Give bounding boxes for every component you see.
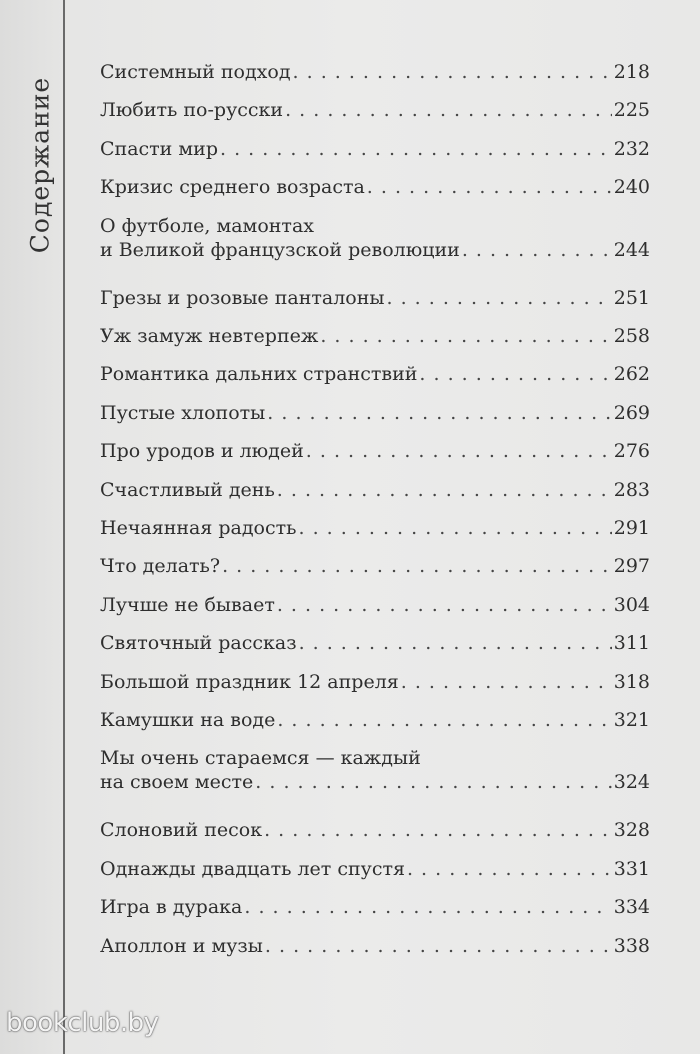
section-title-vertical [20,60,60,270]
toc-entry [100,631,650,655]
dot-leader [277,478,612,502]
toc-entry-page: 311 [613,632,650,655]
dot-leader [222,554,612,578]
dot-leader [285,98,612,122]
dot-leader [220,137,612,161]
toc-entry [100,362,650,386]
toc-entry-title: Про уродов и людей [100,440,304,463]
toc-entry-page: 321 [613,709,650,731]
toc-entry-page: 324 [613,771,650,794]
toc-entry [100,401,650,425]
dot-leader [255,770,611,794]
toc-entry-page: 244 [613,238,650,261]
toc-entry-page: 276 [613,440,650,463]
toc-entry-page: 258 [613,325,650,347]
toc-entry-title: Спасти мир [100,137,218,160]
toc-entry-title: Однажды двадцать лет спустя [100,857,405,880]
toc-entry-title: Аполлон и музы [100,934,263,957]
toc-entry [100,818,650,842]
toc-entry-page: 240 [613,176,650,199]
toc-entry-page: 262 [613,363,650,386]
dot-leader [264,818,612,842]
section-title: Содержание [25,76,55,254]
dot-leader [462,238,612,262]
toc-entry-title: Что делать? [100,555,221,578]
toc-entry [100,934,650,958]
toc-entry-title: Святочный рассказ [100,632,297,655]
toc-entry-title: Большой праздник 12 апреля [100,670,399,693]
toc-entry-title: Игра в дурака [100,896,243,919]
toc-entry [100,286,650,310]
dot-leader [277,593,612,617]
dot-leader [277,708,611,732]
toc-entry-title-line1: Мы очень стараемся — каждый [100,747,421,770]
toc-entry-title: и Великой французской революции [100,238,460,261]
toc-entry-title: на своем месте [100,771,254,794]
toc-entry-title: Уж замуж невтерпеж [100,325,319,347]
toc-entry [100,60,650,84]
dot-leader [244,895,611,919]
toc-entry [100,516,650,540]
toc-entry [100,478,650,502]
dot-leader [299,516,612,540]
toc-entry-page: 297 [613,555,650,578]
dot-leader [293,60,612,84]
dot-leader [267,401,611,425]
dot-leader [320,324,611,348]
toc-entry-title: Грезы и розовые панталоны [100,286,385,309]
toc-entry-title: Системный подход [100,61,291,83]
toc-entry-title: Романтика дальних странствий [100,363,418,386]
toc-entry [100,439,650,463]
toc-entry-page: 304 [613,593,650,616]
toc-entry-title: Нечаянная радость [100,517,297,539]
bookclub-watermark: bookclub.by [6,1008,159,1038]
toc-entry-title: Лучше не бывает [100,593,275,616]
toc-entry-title: Пустые хлопоты [100,401,266,424]
toc-entry [100,593,650,617]
dot-leader [419,362,611,386]
toc-entry-page: 283 [613,478,650,501]
toc-entry [100,324,650,348]
toc-entry-title: Камушки на воде [100,709,276,731]
toc-entry [100,746,650,794]
dot-leader [367,175,612,199]
toc-entry-page: 251 [613,286,650,309]
toc-entry-page: 218 [613,61,650,83]
toc-entry-page: 225 [613,99,650,122]
toc-entry [100,708,650,732]
vertical-rule [63,0,65,1054]
toc-entry-page: 334 [613,896,650,919]
dot-leader [265,934,612,958]
toc-entry-page: 328 [613,819,650,842]
toc-entry [100,554,650,578]
toc-entry [100,670,650,694]
dot-leader [387,286,612,310]
dot-leader [299,631,612,655]
toc-entry-page: 338 [613,934,650,957]
toc-entry [100,137,650,161]
toc-entry-page: 318 [613,670,650,693]
dot-leader [407,857,612,881]
toc-entry-title: Любить по-русски [100,99,284,122]
dot-leader [306,439,612,463]
toc-entry [100,214,650,262]
toc-entry-page: 269 [613,401,650,424]
toc-entry [100,895,650,919]
toc-entry-title-line1: О футболе, мамонтах [100,214,314,237]
toc-entry-page: 232 [613,137,650,160]
toc-entry-title: Счастливый день [100,478,275,501]
toc-entry-page: 331 [613,857,650,880]
toc-entry [100,857,650,881]
toc-entry-title: Кризис среднего возраста [100,176,365,199]
dot-leader [401,670,612,694]
toc-entry [100,98,650,122]
toc-entry-title: Слоновий песок [100,819,263,842]
toc-entry [100,175,650,199]
toc-entry-page: 291 [613,517,650,539]
